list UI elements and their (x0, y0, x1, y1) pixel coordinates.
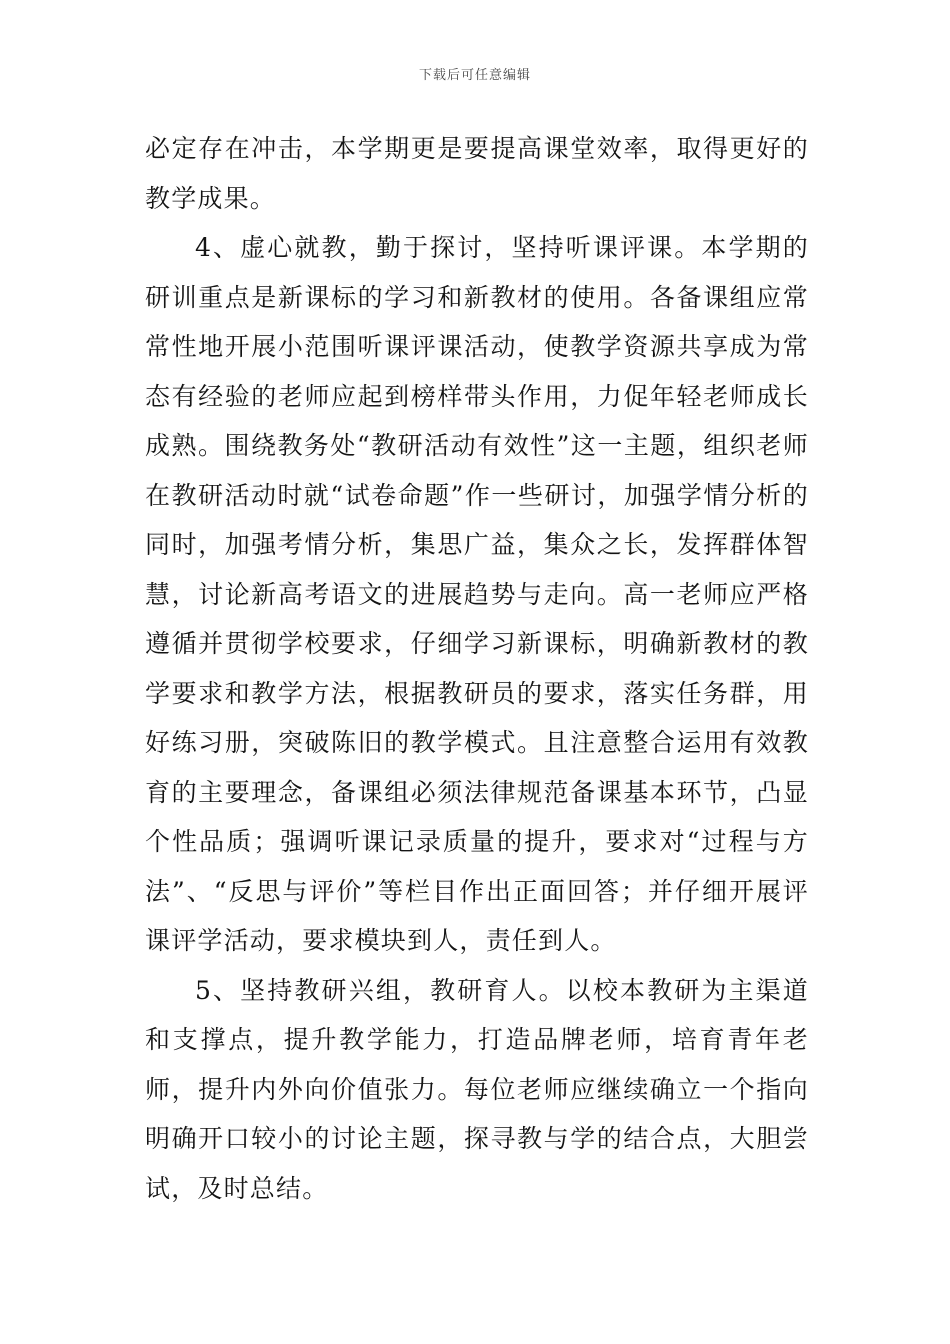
document-body (145, 124, 809, 1213)
page-header: 下载后可任意编辑 (418, 68, 531, 83)
paragraph-item-4: 4、虚心就教，勤于探讨，坚持听课评课。本学期的研训重点是新课标的学习和新教材的使用。各备课组应常常性地开展小范围听课评课活动，使教学资源共享成为常态有经验的老师应起到榜样带头作用，力促年轻老师成长成熟。围绕教务处“教研活动有效性”这一主题，组织老师在教研活动时就“试卷命题”作一些研讨，加强学情分析的同时，加强考情分析，集思广益，集众之长，发挥群体智慧，讨论新高考语文的进展趋势与走向。高一老师应严格遵循并贯彻学校要求，仔细学习新课标，明确新教材的教学要求和教学方法，根据教研员的要求，落实任务群，用好练习册，突破陈旧的教学模式。且注意整合运用有效教育的主要理念，备课组必须法律规范备课基本环节，凸显个性品质；强调听课记录质量的提升，要求对“过程与方法”、“反思与评价”等栏目作出正面回答；并仔细开展评课评学活动，要求模块到人，责任到人。 (145, 233, 809, 955)
paragraph-item-5: 5、坚持教研兴组，教研育人。以校本教研为主渠道和支撑点，提升教学能力，打造品牌老师，培育青年老师，提升内外向价值张力。每位老师应继续确立一个指向明确开口较小的讨论主题，探寻教与学的结合点，大胆尝试，及时总结。 (145, 975, 809, 1203)
paragraph-continuation: 必定存在冲击，本学期更是要提高课堂效率，取得更好的教学成果。 (145, 134, 809, 213)
